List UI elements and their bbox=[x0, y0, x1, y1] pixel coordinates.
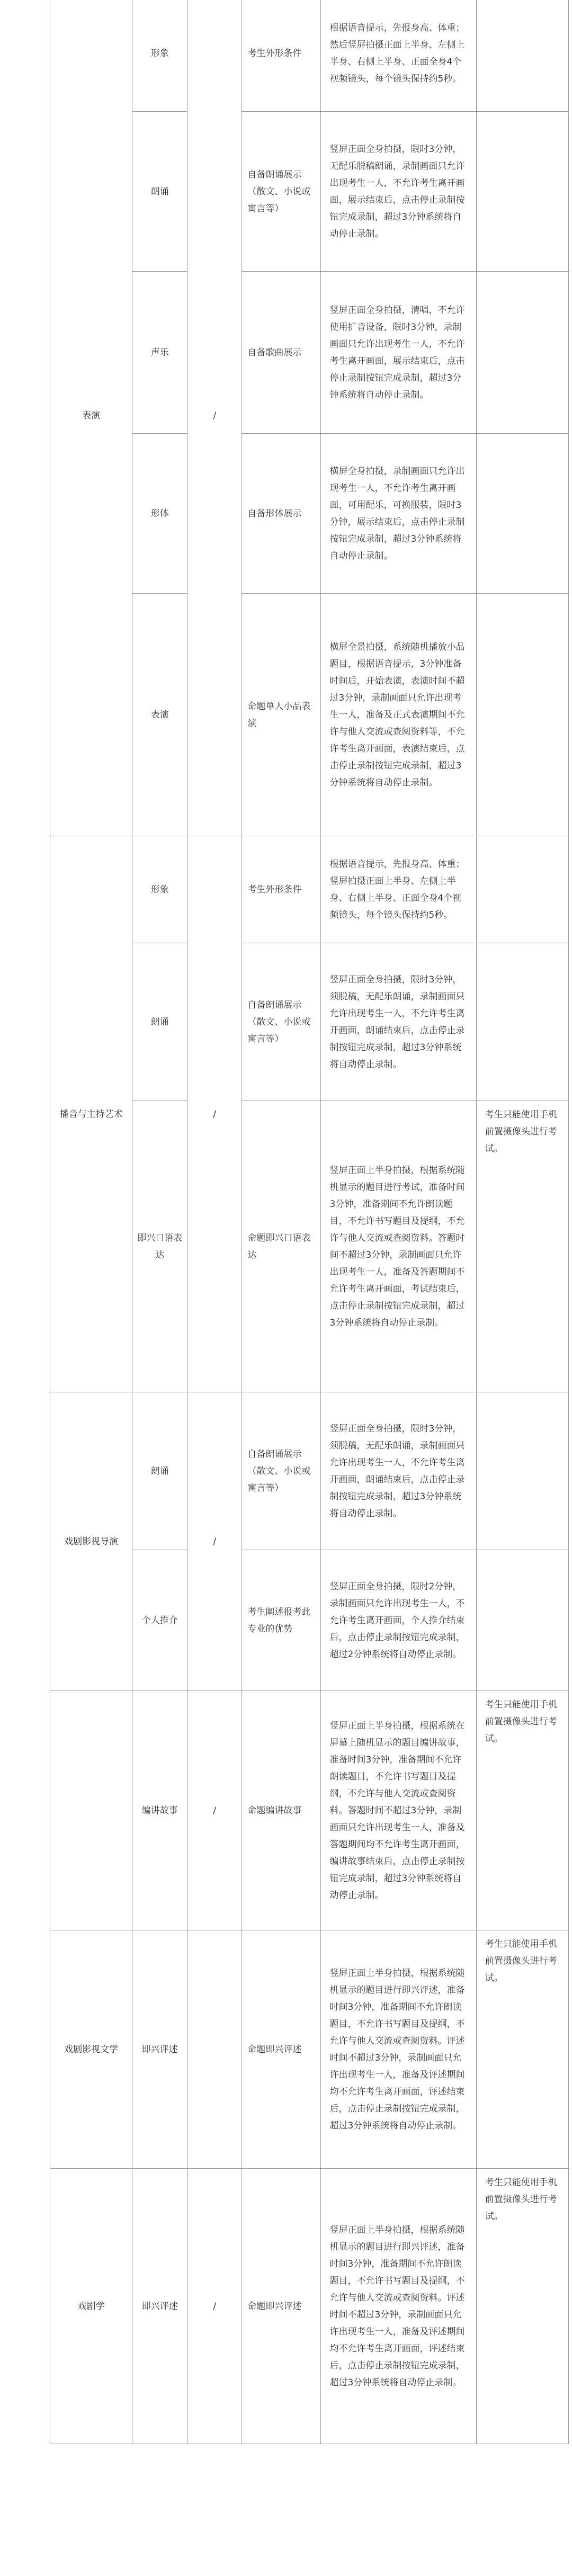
task-cell: 考生外形条件 bbox=[242, 0, 321, 112]
task-cell: 自备朗诵展示（散文、小说或寓言等） bbox=[242, 943, 321, 1101]
task-cell: 命题编讲故事 bbox=[242, 1691, 321, 1930]
item-name-cell: 即兴口语表达 bbox=[132, 1101, 187, 1392]
item-name-cell: 表演 bbox=[132, 594, 187, 836]
slash-cell: / bbox=[187, 836, 242, 1392]
category-cell: 戏剧学 bbox=[50, 2169, 132, 2444]
item-name-cell: 形体 bbox=[132, 434, 187, 594]
category-cell: 戏剧影视导演 bbox=[50, 1392, 132, 1691]
task-cell: 自备形体展示 bbox=[242, 434, 321, 594]
description-cell: 竖屏正面全身拍摄，限时3分钟，无配乐脱稿朗诵，录制画面只允许出现考生一人，不允许考生离开画面，展示结束后，点击停止录制按钮完成录制，超过3分钟系统将自动停止录制。 bbox=[321, 112, 476, 272]
note-cell: 考生只能使用手机前置摄像头进行考试。 bbox=[476, 2169, 568, 2444]
note-cell bbox=[476, 112, 568, 272]
description-cell: 横屏全景拍摄，系统随机播放小品题目，根据语音提示，3分钟准备时间后，开始表演，表演时间不超过3分钟，录制画面只允许出现考生一人，准备及正式表演期间不允许与他人交流或查阅资料等，不允许考生离开画面，表演结束后，点击停止录制按钮完成录制，超过3分钟系统将自动停止录制。 bbox=[321, 594, 476, 836]
slash-cell: / bbox=[187, 1392, 242, 1691]
task-cell: 命题即兴口语表达 bbox=[242, 1101, 321, 1392]
note-cell bbox=[476, 434, 568, 594]
description-cell: 竖屏正面全身拍摄，限时3分钟，须脱稿，无配乐朗诵，录制画面只允许出现考生一人，不允许考生离开画面，朗诵结束后，点击停止录制按钮完成录制，超过3分钟系统将自动停止录制。 bbox=[321, 943, 476, 1101]
note-cell bbox=[476, 836, 568, 943]
item-name-cell: 朗诵 bbox=[132, 1392, 187, 1550]
description-cell: 根据语音提示，先报身高、体重；竖屏拍摄正面上半身、左侧上半身、右侧上半身、正面全身4个视频镜头，每个镜头保持约5秒。 bbox=[321, 836, 476, 943]
description-cell: 根据语音提示，先报身高、体重；然后竖屏拍摄正面上半身、左侧上半身、右侧上半身、正面全身4个视频镜头，每个镜头保持约5秒。 bbox=[321, 0, 476, 112]
item-name-cell: 即兴评述 bbox=[132, 2169, 187, 2444]
item-name-cell: 个人推介 bbox=[132, 1550, 187, 1691]
note-cell: 考生只能使用手机前置摄像头进行考试。 bbox=[476, 1691, 568, 1930]
task-cell: 自备歌曲展示 bbox=[242, 272, 321, 434]
note-cell bbox=[476, 272, 568, 434]
item-name-cell: 编讲故事 bbox=[132, 1691, 187, 1930]
task-cell: 考生阐述报考此专业的优势 bbox=[242, 1550, 321, 1691]
note-cell bbox=[476, 1392, 568, 1550]
task-cell: 自备朗诵展示（散文、小说或寓言等） bbox=[242, 1392, 321, 1550]
slash-cell: / bbox=[187, 2169, 242, 2444]
task-cell: 命题即兴评述 bbox=[242, 2169, 321, 2444]
slash-cell bbox=[187, 1930, 242, 2169]
note-cell bbox=[476, 594, 568, 836]
task-cell: 命题单人小品表演 bbox=[242, 594, 321, 836]
category-cell-empty bbox=[50, 1691, 132, 1930]
table-row bbox=[50, 1691, 569, 1930]
description-cell: 竖屏正面全身拍摄，清唱，不允许使用扩音设备，限时3分钟，录制画面只允许出现考生一人，不允许考生离开画面，展示结束后，点击停止录制按钮完成录制，超过3分钟系统将自动停止录制。 bbox=[321, 272, 476, 434]
note-cell: 考生只能使用手机前置摄像头进行考试。 bbox=[476, 1930, 568, 2169]
item-name-cell: 形象 bbox=[132, 836, 187, 943]
category-cell: 表演 bbox=[50, 0, 132, 836]
table-row bbox=[50, 1392, 569, 1550]
item-name-cell: 即兴评述 bbox=[132, 1930, 187, 2169]
category-cell: 播音与主持艺术 bbox=[50, 836, 132, 1392]
table-row bbox=[50, 2169, 569, 2444]
description-cell: 横屏全身拍摄，录制画面只允许出现考生一人，不允许考生离开画面，可用配乐，可换服装，限时3分钟，展示结束后，点击停止录制按钮完成录制，超过3分钟系统将自动停止录制。 bbox=[321, 434, 476, 594]
exam-requirements-table bbox=[50, 0, 569, 2444]
note-cell bbox=[476, 0, 568, 112]
item-name-cell: 形象 bbox=[132, 0, 187, 112]
description-cell: 竖屏正面上半身拍摄，根据系统随机显示的题目进行即兴评述，准备时间3分钟，准备期间不允许朗读题目，不允许书写题目及提纲，不允许与他人交流或查阅资料。评述时间不超过3分钟，录制画面只允许出现考生一人，准备及评述期间均不允许考生离开画面，评述结束后，点击停止录制按钮完成录制，超过3分钟系统将自动停止录制。 bbox=[321, 2169, 476, 2444]
table-row bbox=[50, 0, 569, 112]
task-cell: 命题即兴评述 bbox=[242, 1930, 321, 2169]
slash-cell: / bbox=[187, 0, 242, 836]
description-cell: 竖屏正面上半身拍摄，根据系统在屏幕上随机显示的题目编讲故事，准备时间3分钟，准备期间不允许朗读题目，不允许书写题目及提纲，不允许与他人交流或查阅资料。答题时间不超过3分钟，录制画面只允许出现考生一人，准备及答题期间均不允许考生离开画面，编讲故事结束后，点击停止录制按钮完成录制，超过3分钟系统将自动停止录制。 bbox=[321, 1691, 476, 1930]
description-cell: 竖屏正面上半身拍摄，根据系统随机显示的题目进行即兴评述，准备时间3分钟，准备期间不允许朗读题目，不允许书写题目及提纲，不允许与他人交流或查阅资料。评述时间不超过3分钟，录制画面只允许出现考生一人，准备及评述期间均不允许考生离开画面，评述结束后，点击停止录制按钮完成录制，超过3分钟系统将自动停止录制。 bbox=[321, 1930, 476, 2169]
item-name-cell: 声乐 bbox=[132, 272, 187, 434]
note-cell bbox=[476, 1550, 568, 1691]
task-cell: 自备朗诵展示（散文、小说或寓言等） bbox=[242, 112, 321, 272]
slash-cell: / bbox=[187, 1691, 242, 1930]
table-row bbox=[50, 836, 569, 943]
category-cell: 戏剧影视文学 bbox=[50, 1930, 132, 2169]
table-row bbox=[50, 1930, 569, 2169]
task-cell: 考生外形条件 bbox=[242, 836, 321, 943]
exam-requirements-table-wrapper bbox=[50, 0, 569, 2444]
item-name-cell: 朗诵 bbox=[132, 943, 187, 1101]
description-cell: 竖屏正面全身拍摄，限时3分钟，须脱稿，无配乐朗诵，录制画面只允许出现考生一人，不允许考生离开画面，朗诵结束后，点击停止录制按钮完成录制，超过3分钟系统将自动停止录制。 bbox=[321, 1392, 476, 1550]
description-cell: 竖屏正面上半身拍摄，根据系统随机显示的题目进行考试，准备时间3分钟，准备期间不允许朗读题目，不允许书写题目及提纲，不允许与他人交流或查阅资料。答题时间不超过3分钟，录制画面只允许出现考生一人，准备及答题期间不允许考生离开画面，考试结束后，点击停止录制按钮完成录制，超过3分钟系统将自动停止录制。 bbox=[321, 1101, 476, 1392]
note-cell: 考生只能使用手机前置摄像头进行考试。 bbox=[476, 1101, 568, 1392]
description-cell: 竖屏正面全身拍摄，限时2分钟，录制画面只允许出现考生一人，不允许考生离开画面，个人推介结束后，点击停止录制按钮完成录制，超过2分钟系统将自动停止录制。 bbox=[321, 1550, 476, 1691]
note-cell bbox=[476, 943, 568, 1101]
item-name-cell: 朗诵 bbox=[132, 112, 187, 272]
